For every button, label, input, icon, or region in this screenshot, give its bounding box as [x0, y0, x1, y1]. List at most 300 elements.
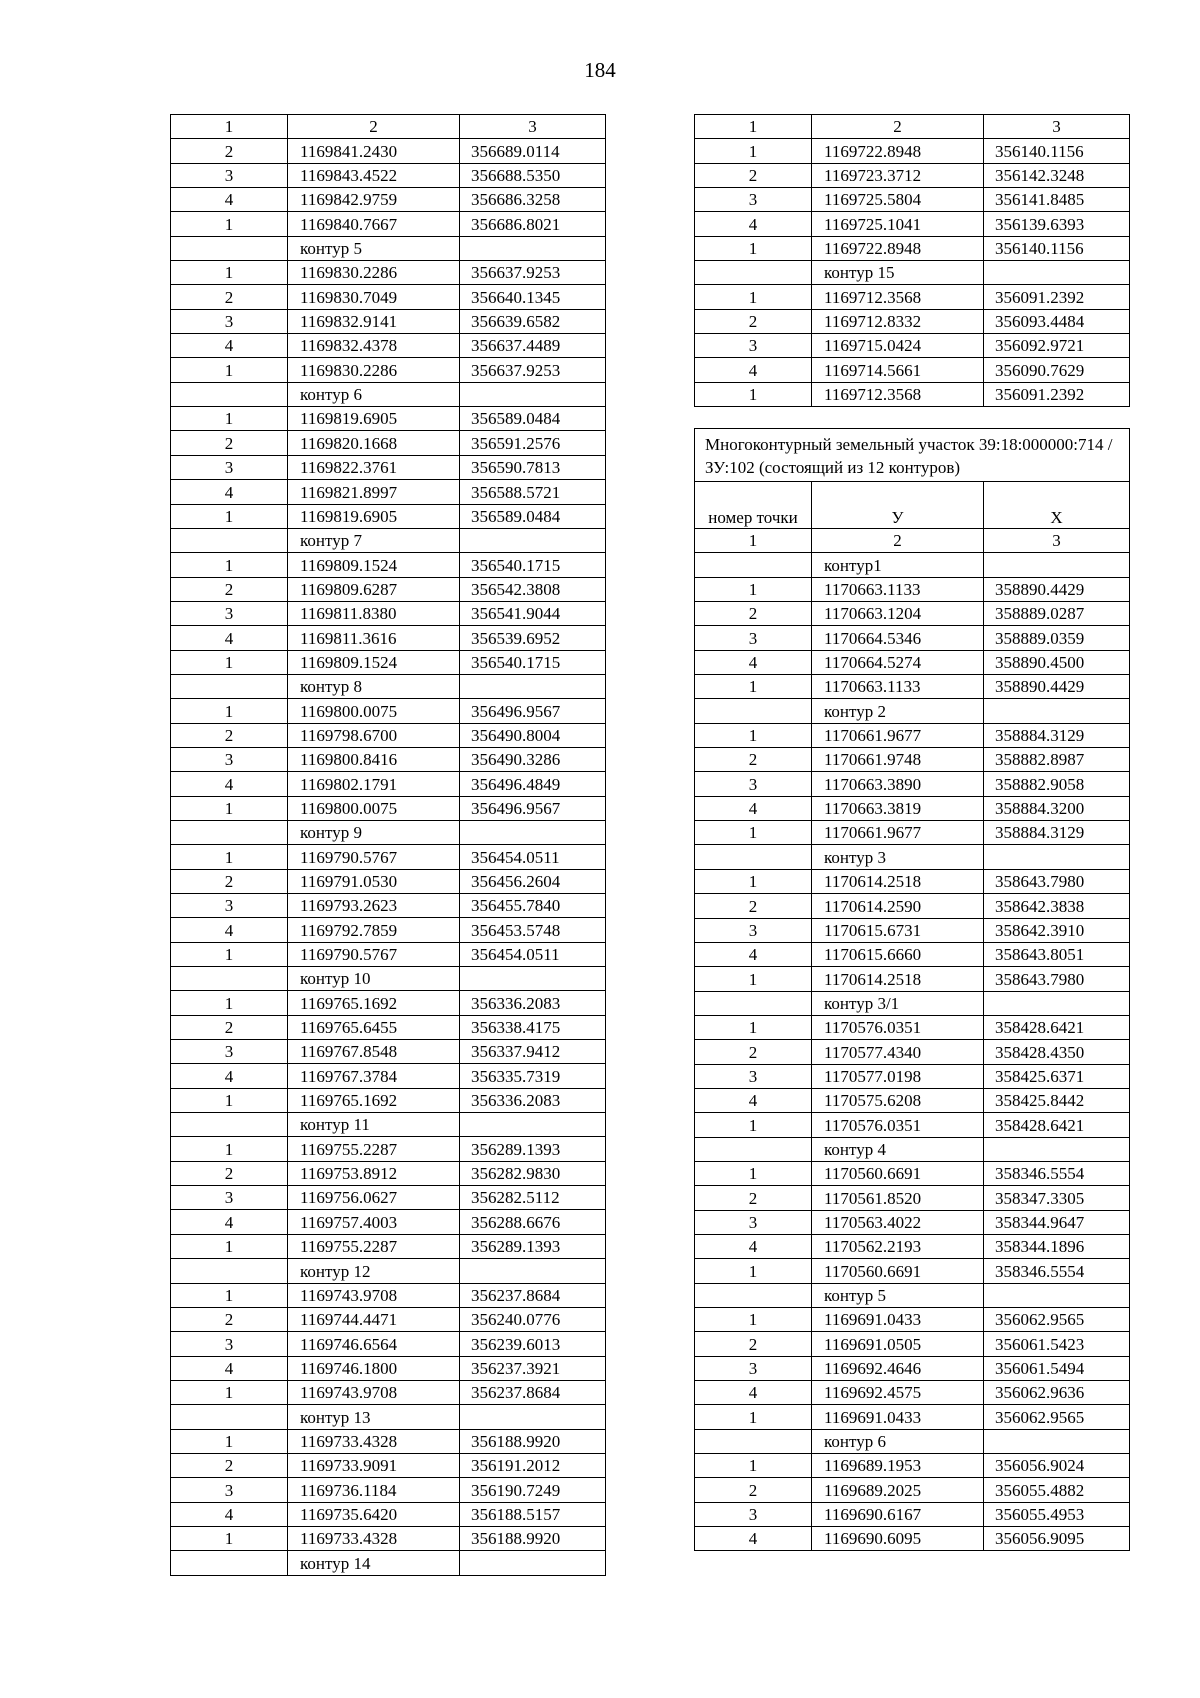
- x-coordinate-cell: [460, 1113, 606, 1137]
- point-number-cell: 1: [695, 967, 812, 991]
- table-row: [695, 1088, 1130, 1112]
- y-coordinate-cell: 1169715.0424: [812, 334, 984, 358]
- table-row: [695, 1161, 1130, 1185]
- y-coordinate-cell: 1169765.6455: [288, 1015, 460, 1039]
- table-row: [171, 188, 606, 212]
- y-coordinate-cell: 1169830.2286: [288, 358, 460, 382]
- y-coordinate-cell: 1169722.8948: [812, 236, 984, 260]
- table-row: [695, 358, 1130, 382]
- x-coordinate-cell: 356239.6013: [460, 1332, 606, 1356]
- point-number-cell: 4: [695, 1234, 812, 1258]
- table-row: [171, 309, 606, 333]
- multicontour-table-data: [695, 529, 1130, 1551]
- point-number-cell: 1: [171, 261, 288, 285]
- y-coordinate-cell: 1170561.8520: [812, 1186, 984, 1210]
- point-number-cell: 3: [171, 1332, 288, 1356]
- y-coordinate-cell: 1170560.6691: [812, 1259, 984, 1283]
- table-row: [171, 407, 606, 431]
- table-row: [695, 626, 1130, 650]
- table-row: [171, 261, 606, 285]
- y-coordinate-cell: 1170661.9748: [812, 748, 984, 772]
- y-coordinate-cell: 1169755.2287: [288, 1234, 460, 1258]
- plot-title: Многоконтурный земельный участок 39:18:000000:714 /ЗУ:102 (состоящий из 12 контуров): [695, 429, 1130, 482]
- column-headers-row: [695, 482, 1130, 529]
- x-coordinate-cell: 356140.1156: [984, 139, 1130, 163]
- point-number-cell: 4: [695, 358, 812, 382]
- point-number-cell: 1: [171, 1137, 288, 1161]
- x-coordinate-cell: 356061.5494: [984, 1356, 1130, 1380]
- x-coordinate-cell: [984, 699, 1130, 723]
- x-coordinate-cell: 356490.3286: [460, 747, 606, 771]
- table-row: [171, 699, 606, 723]
- table-row: [695, 675, 1130, 699]
- column-index-cell: 3: [984, 529, 1130, 553]
- point-number-cell: 2: [695, 748, 812, 772]
- y-coordinate-cell: 1169811.8380: [288, 601, 460, 625]
- column-index-row: [695, 115, 1130, 139]
- x-coordinate-cell: 356590.7813: [460, 455, 606, 479]
- x-coordinate-cell: [984, 1429, 1130, 1453]
- table-row: [171, 869, 606, 893]
- point-number-cell: 3: [171, 601, 288, 625]
- table-row: [695, 602, 1130, 626]
- x-coordinate-cell: 356490.8004: [460, 723, 606, 747]
- y-coordinate-cell: 1170614.2518: [812, 869, 984, 893]
- y-coordinate-cell: 1170576.0351: [812, 1015, 984, 1039]
- table-row: [695, 869, 1130, 893]
- point-number-cell: 1: [171, 991, 288, 1015]
- point-number-cell: 2: [171, 285, 288, 309]
- table-row: [171, 1283, 606, 1307]
- y-coordinate-cell: 1170577.4340: [812, 1040, 984, 1064]
- contour-label: контур 8: [288, 674, 460, 698]
- x-coordinate-cell: 356686.8021: [460, 212, 606, 236]
- point-number-cell: 1: [695, 869, 812, 893]
- y-coordinate-cell: 1169832.9141: [288, 309, 460, 333]
- point-number-cell: 3: [695, 1356, 812, 1380]
- point-number-cell: 3: [695, 1064, 812, 1088]
- x-coordinate-cell: 356454.0511: [460, 845, 606, 869]
- point-number-cell: 2: [171, 1453, 288, 1477]
- point-number-cell: [171, 382, 288, 406]
- point-number-cell: 4: [171, 334, 288, 358]
- x-coordinate-cell: 356240.0776: [460, 1307, 606, 1331]
- y-coordinate-cell: 1169821.8997: [288, 480, 460, 504]
- point-number-cell: [695, 261, 812, 285]
- table-row: [171, 1088, 606, 1112]
- x-coordinate-cell: 358884.3200: [984, 796, 1130, 820]
- table-row: [171, 1161, 606, 1185]
- table-row: [695, 748, 1130, 772]
- y-coordinate-cell: 1170664.5346: [812, 626, 984, 650]
- x-coordinate-cell: [984, 845, 1130, 869]
- table-row: [695, 1454, 1130, 1478]
- y-coordinate-cell: 1169792.7859: [288, 918, 460, 942]
- point-number-cell: 4: [695, 1381, 812, 1405]
- y-coordinate-cell: 1170663.1133: [812, 675, 984, 699]
- point-number-cell: 4: [171, 480, 288, 504]
- contour-label: контур 13: [288, 1405, 460, 1429]
- x-coordinate-cell: 356091.2392: [984, 285, 1130, 309]
- column-index-cell: 2: [288, 115, 460, 139]
- y-coordinate-cell: 1169830.2286: [288, 261, 460, 285]
- point-number-cell: 2: [695, 1478, 812, 1502]
- point-number-cell: 4: [695, 650, 812, 674]
- column-index-cell: 3: [984, 115, 1130, 139]
- contour-label: контур 10: [288, 967, 460, 991]
- x-coordinate-cell: 356141.8485: [984, 188, 1130, 212]
- y-coordinate-cell: 1169725.5804: [812, 188, 984, 212]
- column-index-row: [171, 115, 606, 139]
- x-coordinate-cell: 356237.3921: [460, 1356, 606, 1380]
- table-row: [695, 1064, 1130, 1088]
- y-coordinate-cell: 1169800.8416: [288, 747, 460, 771]
- contour-label-row: [171, 674, 606, 698]
- y-coordinate-cell: 1169725.1041: [812, 212, 984, 236]
- x-coordinate-cell: 356056.9095: [984, 1527, 1130, 1551]
- table-row: [171, 845, 606, 869]
- contour-label-row: [695, 1283, 1130, 1307]
- point-number-cell: 1: [695, 382, 812, 406]
- point-number-cell: 1: [171, 942, 288, 966]
- point-number-cell: 1: [695, 1161, 812, 1185]
- point-number-cell: 4: [695, 796, 812, 820]
- point-number-cell: [695, 1137, 812, 1161]
- contour-label: контур 5: [812, 1283, 984, 1307]
- contour-label-row: [695, 845, 1130, 869]
- column-index-cell: 2: [812, 529, 984, 553]
- x-coordinate-cell: 358428.4350: [984, 1040, 1130, 1064]
- point-number-cell: 1: [695, 1454, 812, 1478]
- table-row: [695, 334, 1130, 358]
- x-coordinate-cell: 356188.5157: [460, 1502, 606, 1526]
- point-number-cell: [171, 1259, 288, 1283]
- table-row: [171, 1380, 606, 1404]
- y-coordinate-cell: 1169692.4575: [812, 1381, 984, 1405]
- x-coordinate-cell: 356055.4882: [984, 1478, 1130, 1502]
- table-row: [171, 723, 606, 747]
- point-number-cell: 3: [695, 1502, 812, 1526]
- x-coordinate-cell: 358882.9058: [984, 772, 1130, 796]
- table-row: [695, 1234, 1130, 1258]
- y-coordinate-cell: 1169722.8948: [812, 139, 984, 163]
- y-coordinate-cell: 1169690.6095: [812, 1527, 984, 1551]
- y-coordinate-cell: 1169757.4003: [288, 1210, 460, 1234]
- point-number-cell: 3: [171, 747, 288, 771]
- table-row: [171, 1234, 606, 1258]
- x-coordinate-cell: 358642.3838: [984, 894, 1130, 918]
- y-coordinate-cell: 1169743.9708: [288, 1380, 460, 1404]
- point-number-cell: 1: [695, 236, 812, 260]
- point-number-cell: [171, 967, 288, 991]
- table-row: [695, 1527, 1130, 1551]
- table-row: [171, 577, 606, 601]
- table-row: [171, 1064, 606, 1088]
- table-row: [171, 626, 606, 650]
- contour-label: контур1: [812, 553, 984, 577]
- contour-label: контур 4: [812, 1137, 984, 1161]
- y-coordinate-cell: 1170663.3890: [812, 772, 984, 796]
- x-coordinate-cell: 358890.4500: [984, 650, 1130, 674]
- contour-label: контур 15: [812, 261, 984, 285]
- table-row: [695, 650, 1130, 674]
- x-coordinate-cell: [984, 553, 1130, 577]
- contour-label-row: [171, 967, 606, 991]
- point-number-cell: 1: [171, 1429, 288, 1453]
- x-coordinate-cell: 356540.1715: [460, 650, 606, 674]
- table-row: [171, 918, 606, 942]
- x-coordinate-cell: 358642.3910: [984, 918, 1130, 942]
- column-header-y: У: [812, 482, 984, 529]
- y-coordinate-cell: 1170663.3819: [812, 796, 984, 820]
- point-number-cell: 1: [695, 1113, 812, 1137]
- point-number-cell: 4: [171, 772, 288, 796]
- y-coordinate-cell: 1169767.8548: [288, 1040, 460, 1064]
- point-number-cell: 2: [171, 869, 288, 893]
- column-index-row: [695, 529, 1130, 553]
- point-number-cell: 2: [171, 1307, 288, 1331]
- table-row: [171, 1332, 606, 1356]
- point-number-cell: 1: [171, 845, 288, 869]
- column-index-cell: 1: [695, 115, 812, 139]
- x-coordinate-cell: 356456.2604: [460, 869, 606, 893]
- y-coordinate-cell: 1170614.2590: [812, 894, 984, 918]
- point-number-cell: 2: [695, 1332, 812, 1356]
- point-number-cell: 1: [171, 796, 288, 820]
- table-title-row: [695, 429, 1130, 482]
- point-number-cell: 4: [171, 188, 288, 212]
- contour-label-row: [695, 1429, 1130, 1453]
- y-coordinate-cell: 1169746.1800: [288, 1356, 460, 1380]
- x-coordinate-cell: 356336.2083: [460, 991, 606, 1015]
- y-coordinate-cell: 1169822.3761: [288, 455, 460, 479]
- point-number-cell: 2: [695, 602, 812, 626]
- x-coordinate-cell: [460, 382, 606, 406]
- x-coordinate-cell: 356288.6676: [460, 1210, 606, 1234]
- contour-label-row: [171, 1259, 606, 1283]
- x-coordinate-cell: 356637.9253: [460, 261, 606, 285]
- x-coordinate-cell: 358889.0359: [984, 626, 1130, 650]
- x-coordinate-cell: 356589.0484: [460, 407, 606, 431]
- table-row: [171, 358, 606, 382]
- column-index-cell: 1: [171, 115, 288, 139]
- table-row: [695, 1015, 1130, 1039]
- table-row: [695, 821, 1130, 845]
- x-coordinate-cell: 356639.6582: [460, 309, 606, 333]
- multicontour-table-body: [695, 429, 1130, 529]
- y-coordinate-cell: 1169811.3616: [288, 626, 460, 650]
- y-coordinate-cell: 1169733.4328: [288, 1429, 460, 1453]
- x-coordinate-cell: 356090.7629: [984, 358, 1130, 382]
- point-number-cell: 4: [171, 1064, 288, 1088]
- table-row: [695, 188, 1130, 212]
- page-number: 184: [584, 58, 616, 82]
- y-coordinate-cell: 1169840.7667: [288, 212, 460, 236]
- table-row: [695, 1381, 1130, 1405]
- point-number-cell: 3: [171, 1186, 288, 1210]
- x-coordinate-cell: 356289.1393: [460, 1137, 606, 1161]
- contour-label: контур 9: [288, 820, 460, 844]
- x-coordinate-cell: 356591.2576: [460, 431, 606, 455]
- table-row: [695, 382, 1130, 406]
- y-coordinate-cell: 1170615.6660: [812, 942, 984, 966]
- x-coordinate-cell: 356140.1156: [984, 236, 1130, 260]
- y-coordinate-cell: 1169756.0627: [288, 1186, 460, 1210]
- table-row: [171, 796, 606, 820]
- x-coordinate-cell: 356056.9024: [984, 1454, 1130, 1478]
- y-coordinate-cell: 1170614.2518: [812, 967, 984, 991]
- y-coordinate-cell: 1170576.0351: [812, 1113, 984, 1137]
- point-number-cell: 4: [171, 626, 288, 650]
- point-number-cell: 2: [171, 431, 288, 455]
- y-coordinate-cell: 1169723.3712: [812, 163, 984, 187]
- point-number-cell: [171, 1551, 288, 1575]
- point-number-cell: 2: [171, 1161, 288, 1185]
- y-coordinate-cell: 1169746.6564: [288, 1332, 460, 1356]
- point-number-cell: 1: [695, 1405, 812, 1429]
- y-coordinate-cell: 1169790.5767: [288, 845, 460, 869]
- point-number-cell: 1: [171, 407, 288, 431]
- y-coordinate-cell: 1169736.1184: [288, 1478, 460, 1502]
- table-row: [695, 1502, 1130, 1526]
- y-coordinate-cell: 1170615.6731: [812, 918, 984, 942]
- x-coordinate-cell: 358890.4429: [984, 675, 1130, 699]
- table-row: [695, 1356, 1130, 1380]
- point-number-cell: 1: [171, 1234, 288, 1258]
- contour-label-row: [171, 528, 606, 552]
- point-number-cell: 1: [695, 1308, 812, 1332]
- x-coordinate-cell: 356092.9721: [984, 334, 1130, 358]
- table-row: [171, 1040, 606, 1064]
- y-coordinate-cell: 1169691.0433: [812, 1405, 984, 1429]
- table-row: [695, 309, 1130, 333]
- table-row: [171, 1429, 606, 1453]
- table-row: [171, 1137, 606, 1161]
- point-number-cell: [695, 1283, 812, 1307]
- x-coordinate-cell: 356142.3248: [984, 163, 1130, 187]
- x-coordinate-cell: 356689.0114: [460, 139, 606, 163]
- contour-label: контур 3: [812, 845, 984, 869]
- x-coordinate-cell: 356188.9920: [460, 1526, 606, 1550]
- table-row: [695, 285, 1130, 309]
- point-number-cell: 4: [171, 1210, 288, 1234]
- x-coordinate-cell: 358884.3129: [984, 821, 1130, 845]
- point-number-cell: 1: [695, 285, 812, 309]
- x-coordinate-cell: 356335.7319: [460, 1064, 606, 1088]
- table-row: [171, 747, 606, 771]
- point-number-cell: 3: [171, 309, 288, 333]
- table-row: [695, 1259, 1130, 1283]
- x-coordinate-cell: 358344.9647: [984, 1210, 1130, 1234]
- x-coordinate-cell: 356062.9636: [984, 1381, 1130, 1405]
- table-row: [695, 894, 1130, 918]
- y-coordinate-cell: 1169753.8912: [288, 1161, 460, 1185]
- table-row: [171, 455, 606, 479]
- x-coordinate-cell: [984, 1283, 1130, 1307]
- point-number-cell: 2: [695, 309, 812, 333]
- y-coordinate-cell: 1169802.1791: [288, 772, 460, 796]
- point-number-cell: 1: [695, 139, 812, 163]
- right-top-table-body: [695, 115, 1130, 407]
- table-row: [171, 1210, 606, 1234]
- contour-label-row: [695, 261, 1130, 285]
- column-index-cell: 2: [812, 115, 984, 139]
- table-row: [171, 1015, 606, 1039]
- table-row: [171, 553, 606, 577]
- x-coordinate-cell: 356686.3258: [460, 188, 606, 212]
- column-header-x: Х: [984, 482, 1130, 529]
- table-row: [171, 431, 606, 455]
- table-row: [171, 480, 606, 504]
- y-coordinate-cell: 1170563.4022: [812, 1210, 984, 1234]
- y-coordinate-cell: 1169765.1692: [288, 991, 460, 1015]
- table-row: [171, 650, 606, 674]
- x-coordinate-cell: 356640.1345: [460, 285, 606, 309]
- point-number-cell: 1: [171, 504, 288, 528]
- point-number-cell: 1: [695, 1259, 812, 1283]
- x-coordinate-cell: 356542.3808: [460, 577, 606, 601]
- table-row: [171, 285, 606, 309]
- point-number-cell: 2: [695, 1186, 812, 1210]
- x-coordinate-cell: 356496.4849: [460, 772, 606, 796]
- point-number-cell: 3: [695, 334, 812, 358]
- table-row: [695, 1405, 1130, 1429]
- x-coordinate-cell: 356588.5721: [460, 480, 606, 504]
- left-coordinates-table: [170, 114, 606, 1576]
- table-row: [695, 236, 1130, 260]
- table-row: [695, 163, 1130, 187]
- point-number-cell: 2: [171, 723, 288, 747]
- x-coordinate-cell: 356637.4489: [460, 334, 606, 358]
- x-coordinate-cell: 358347.3305: [984, 1186, 1130, 1210]
- x-coordinate-cell: [460, 1405, 606, 1429]
- x-coordinate-cell: 358428.6421: [984, 1113, 1130, 1137]
- y-coordinate-cell: 1170577.0198: [812, 1064, 984, 1088]
- point-number-cell: 1: [695, 1015, 812, 1039]
- y-coordinate-cell: 1169712.3568: [812, 382, 984, 406]
- y-coordinate-cell: 1169733.4328: [288, 1526, 460, 1550]
- contour-label: контур 2: [812, 699, 984, 723]
- point-number-cell: 1: [695, 577, 812, 601]
- multicontour-plot-table: [694, 428, 1130, 1551]
- point-number-cell: 3: [171, 1040, 288, 1064]
- point-number-cell: 1: [171, 650, 288, 674]
- point-number-cell: 1: [171, 212, 288, 236]
- table-row: [695, 1040, 1130, 1064]
- table-row: [171, 1307, 606, 1331]
- table-row: [171, 1502, 606, 1526]
- table-row: [695, 212, 1130, 236]
- table-row: [171, 334, 606, 358]
- x-coordinate-cell: 358882.8987: [984, 748, 1130, 772]
- x-coordinate-cell: 356637.9253: [460, 358, 606, 382]
- contour-label: контур 7: [288, 528, 460, 552]
- contour-label: контур 5: [288, 236, 460, 260]
- y-coordinate-cell: 1169743.9708: [288, 1283, 460, 1307]
- table-row: [695, 1186, 1130, 1210]
- y-coordinate-cell: 1169800.0075: [288, 699, 460, 723]
- x-coordinate-cell: 358346.5554: [984, 1161, 1130, 1185]
- table-row: [171, 1186, 606, 1210]
- column-index-cell: 1: [695, 529, 812, 553]
- y-coordinate-cell: 1169843.4522: [288, 163, 460, 187]
- table-row: [695, 1113, 1130, 1137]
- table-row: [171, 942, 606, 966]
- x-coordinate-cell: 356540.1715: [460, 553, 606, 577]
- right-top-coordinates-table: [694, 114, 1130, 407]
- x-coordinate-cell: 358890.4429: [984, 577, 1130, 601]
- table-row: [695, 1308, 1130, 1332]
